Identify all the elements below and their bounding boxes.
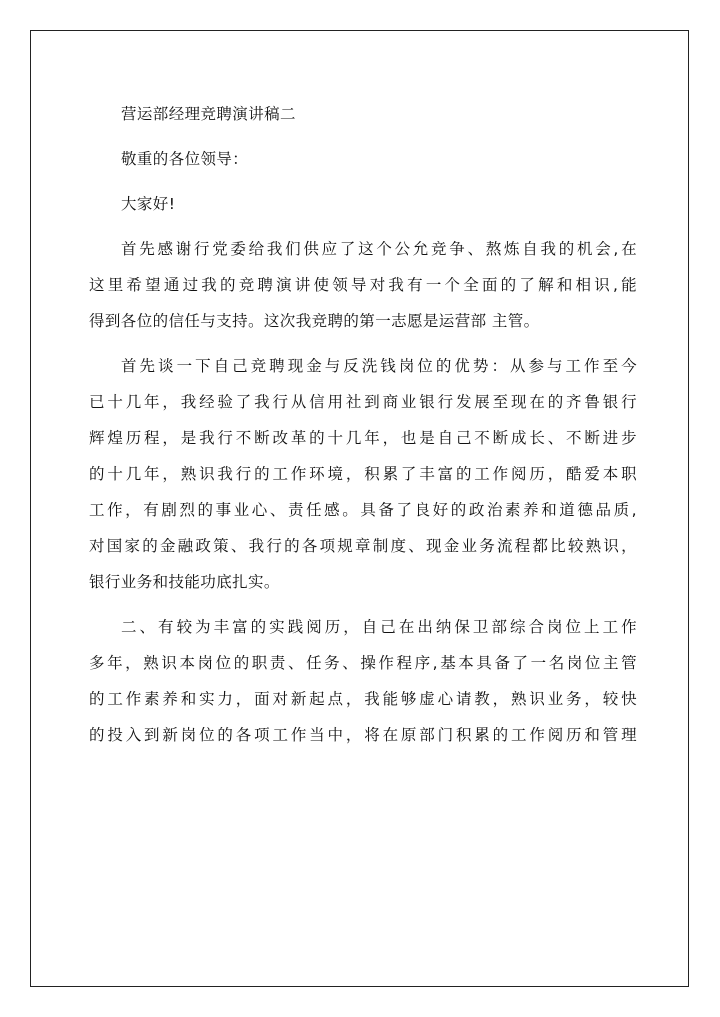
text-line: 的工作素养和实力，面对新起点，我能够虚心请教，熟识业务，较快 — [89, 690, 637, 708]
document-title — [89, 96, 637, 132]
text-line: 对国家的金融政策、我行的各项规章制度、现金业务流程都比较熟识， — [89, 537, 637, 555]
paragraph-2 — [89, 348, 637, 600]
salutation — [89, 141, 637, 177]
text-line: 工作，有剧烈的事业心、责任感。具备了良好的政治素养和道德品质, — [89, 501, 637, 519]
text-line: 得到各位的信任与支持。这次我竞聘的第一志愿是运营部 主管。 — [89, 312, 540, 330]
text-line: 二、有较为丰富的实践阅历，自己在出纳保卫部综合岗位上工作 — [121, 618, 637, 636]
document-body — [89, 96, 637, 753]
paragraph-1 — [89, 231, 637, 339]
paragraph-3 — [89, 609, 637, 753]
text-line: 这里希望通过我的竞聘演讲使领导对我有一个全面的了解和相识,能 — [89, 276, 637, 294]
text-line: 多年，熟识本岗位的职责、任务、操作程序,基本具备了一名岗位主管 — [89, 654, 637, 672]
text-line: 首先感谢行党委给我们供应了这个公允竞争、熬炼自我的机会,在 — [121, 240, 637, 258]
text-line: 的投入到新岗位的各项工作当中，将在原部门积累的工作阅历和管理 — [89, 726, 637, 744]
text-line: 的十几年，熟识我行的工作环境，积累了丰富的工作阅历，酷爱本职 — [89, 465, 637, 483]
text-line: 银行业务和技能功底扎实。 — [89, 573, 280, 591]
salutation-line: 敬重的各位领导： — [121, 150, 249, 168]
text-line: 首先谈一下自己竞聘现金与反洗钱岗位的优势：从参与工作至今 — [121, 357, 637, 375]
text-line: 辉煌历程，是我行不断改革的十几年，也是自己不断成长、不断进步 — [89, 429, 637, 447]
title-line: 营运部经理竞聘演讲稿二 — [121, 105, 296, 123]
greeting-line: 大家好! — [121, 195, 176, 213]
greeting — [89, 186, 637, 222]
text-line: 已十几年，我经验了我行从信用社到商业银行发展至现在的齐鲁银行 — [89, 393, 637, 411]
